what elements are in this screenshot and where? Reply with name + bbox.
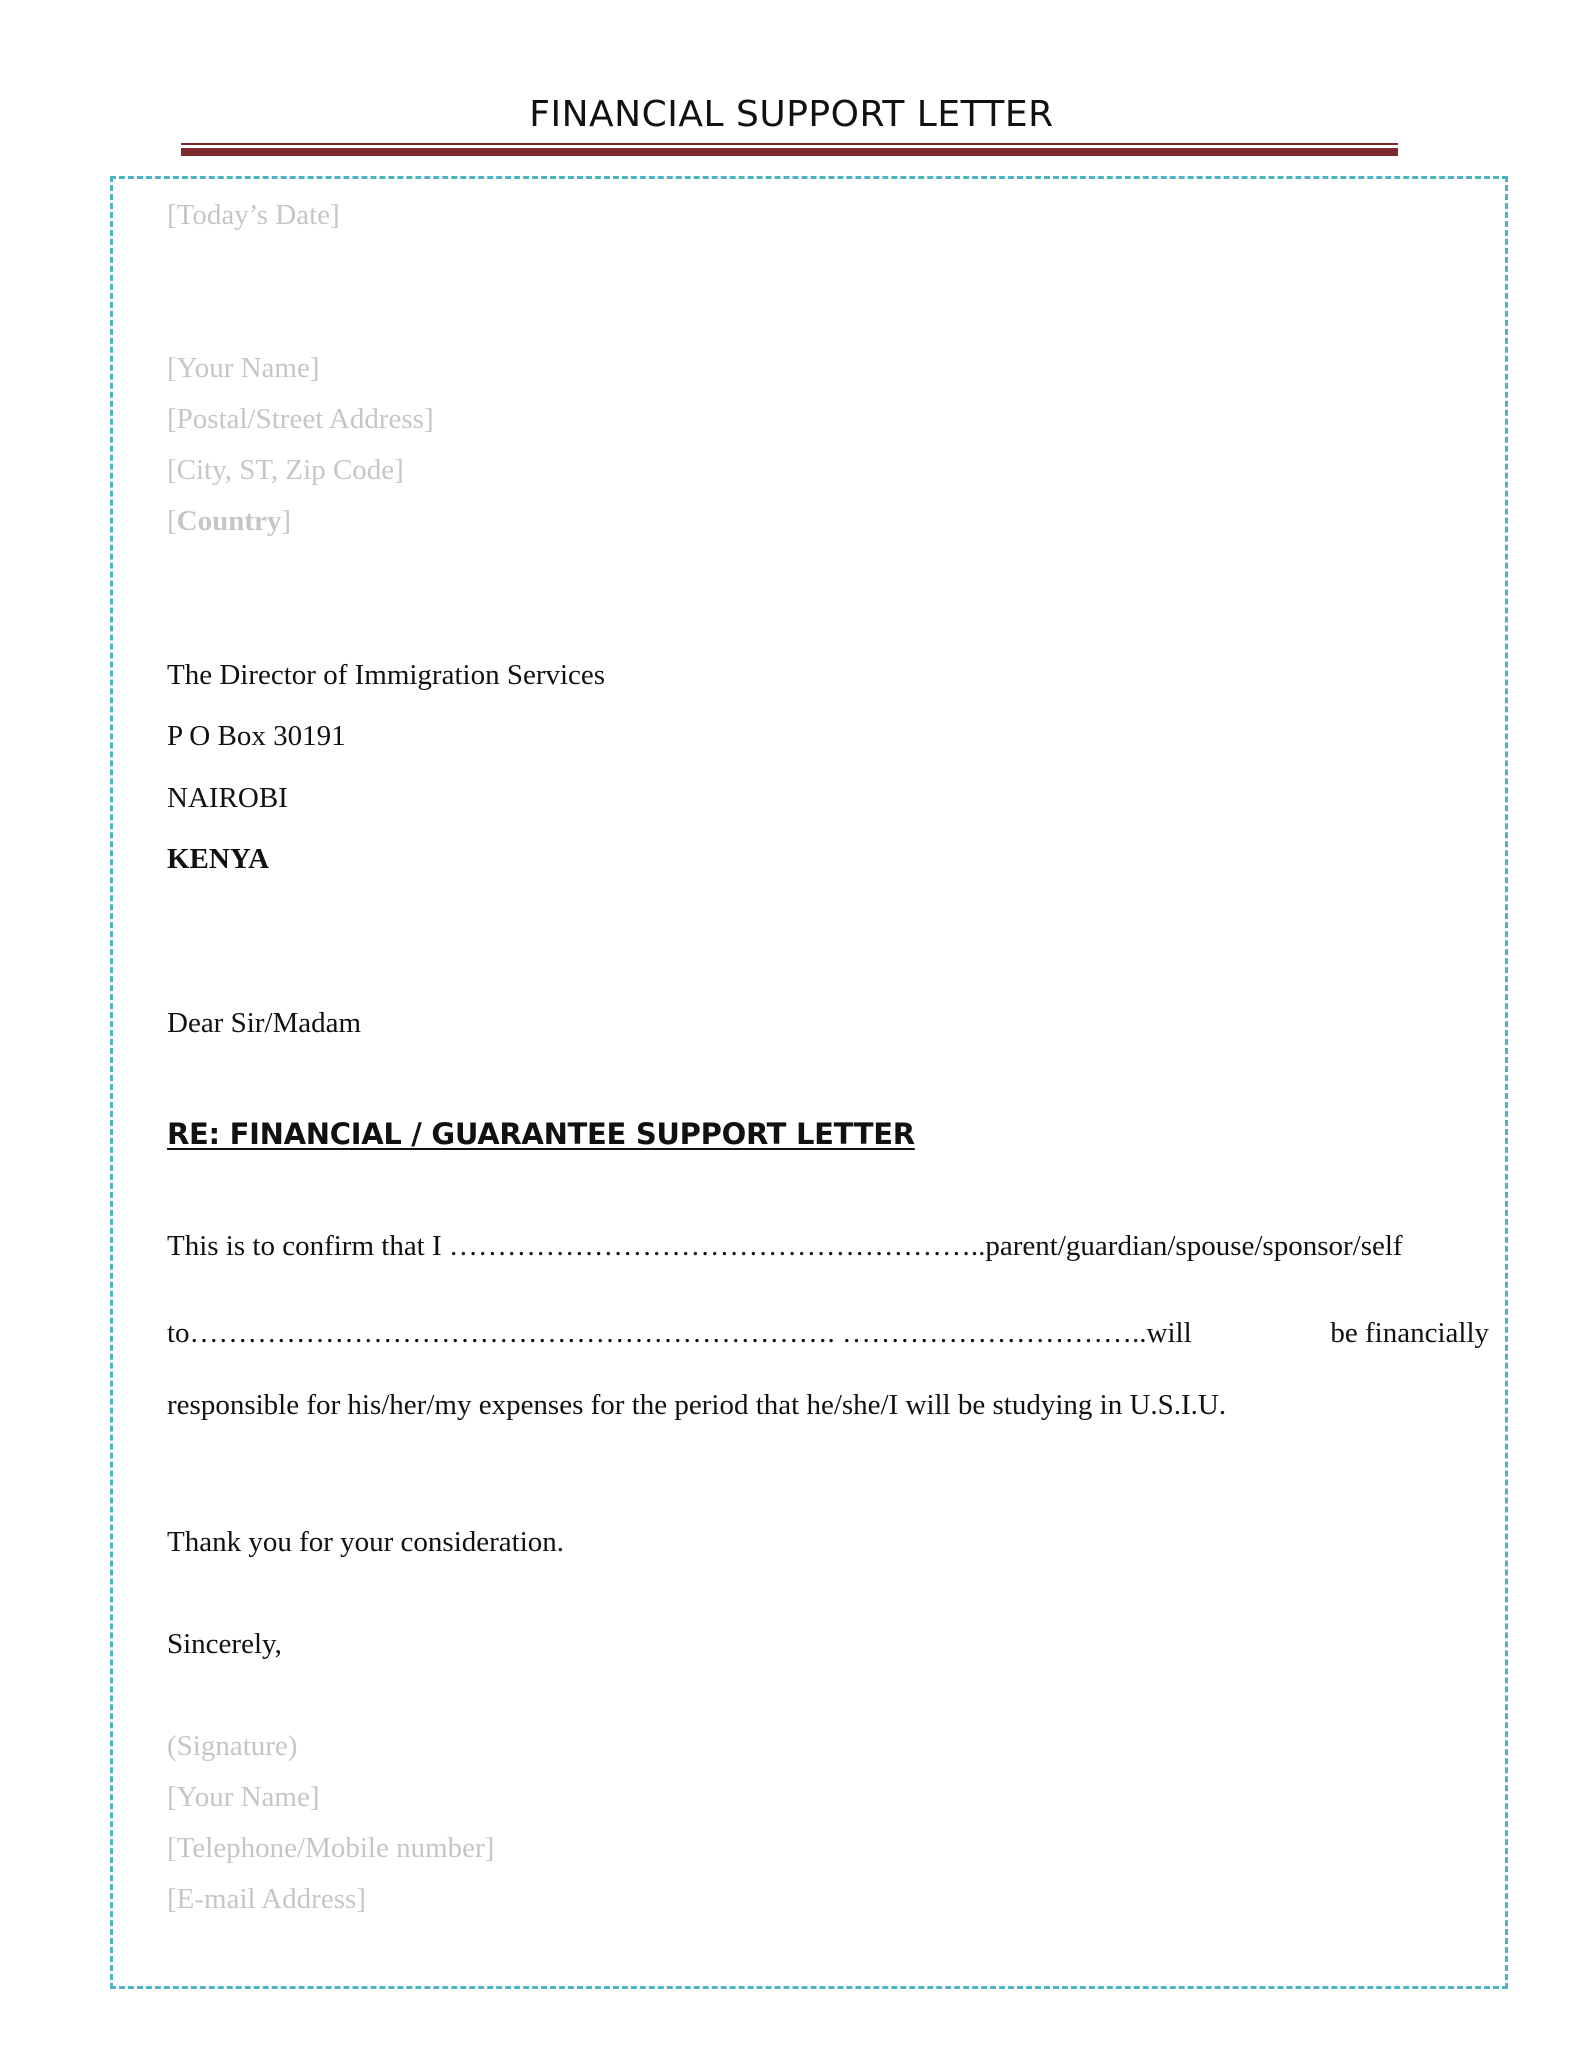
sender-name-placeholder: [Your Name] <box>167 352 320 384</box>
sender-city-placeholder: [City, ST, Zip Code] <box>167 454 404 486</box>
sender-address-placeholder: [Postal/Street Address] <box>167 403 434 435</box>
recipient-line-1: The Director of Immigration Services <box>167 659 606 691</box>
signature-placeholder: (Signature) <box>167 1730 298 1762</box>
letter-title: FINANCIAL SUPPORT LETTER <box>529 94 1054 135</box>
title-rule-thin <box>181 143 1398 145</box>
recipient-line-2: P O Box 30191 <box>167 720 346 752</box>
title-rule-thick <box>181 148 1398 156</box>
signature-name-placeholder: [Your Name] <box>167 1781 320 1813</box>
body-line-2 <box>167 1315 1489 1351</box>
date-placeholder: [Today’s Date] <box>167 199 340 231</box>
email-placeholder: [E-mail Address] <box>167 1883 366 1915</box>
closing-line: Sincerely, <box>167 1628 282 1660</box>
country-bracket-close: ] <box>281 505 292 537</box>
body-line-3: responsible for his/her/my expenses for the period that he/she/I will be studying in U.S.I.U. <box>167 1389 1227 1421</box>
thanks-line: Thank you for your consideration. <box>167 1526 565 1558</box>
content-frame <box>110 176 1508 1989</box>
recipient-line-3: NAIROBI <box>167 782 288 814</box>
sender-country-placeholder <box>167 503 291 539</box>
salutation: Dear Sir/Madam <box>167 1007 362 1039</box>
subject-line: RE: FINANCIAL / GUARANTEE SUPPORT LETTER <box>167 1117 915 1151</box>
country-bracket-open: [ <box>167 505 177 537</box>
body-line-1: This is to confirm that I ………………………………………………..parent/guardian/spouse/sponsor/self <box>167 1230 1403 1262</box>
country-label: Country <box>176 505 282 537</box>
recipient-line-4: KENYA <box>167 843 270 875</box>
body-line-2-right: be financially <box>1330 1317 1489 1349</box>
body-line-2-left: to…………………………………………………………. …………………………..will <box>167 1317 1192 1349</box>
phone-placeholder: [Telephone/Mobile number] <box>167 1832 495 1864</box>
